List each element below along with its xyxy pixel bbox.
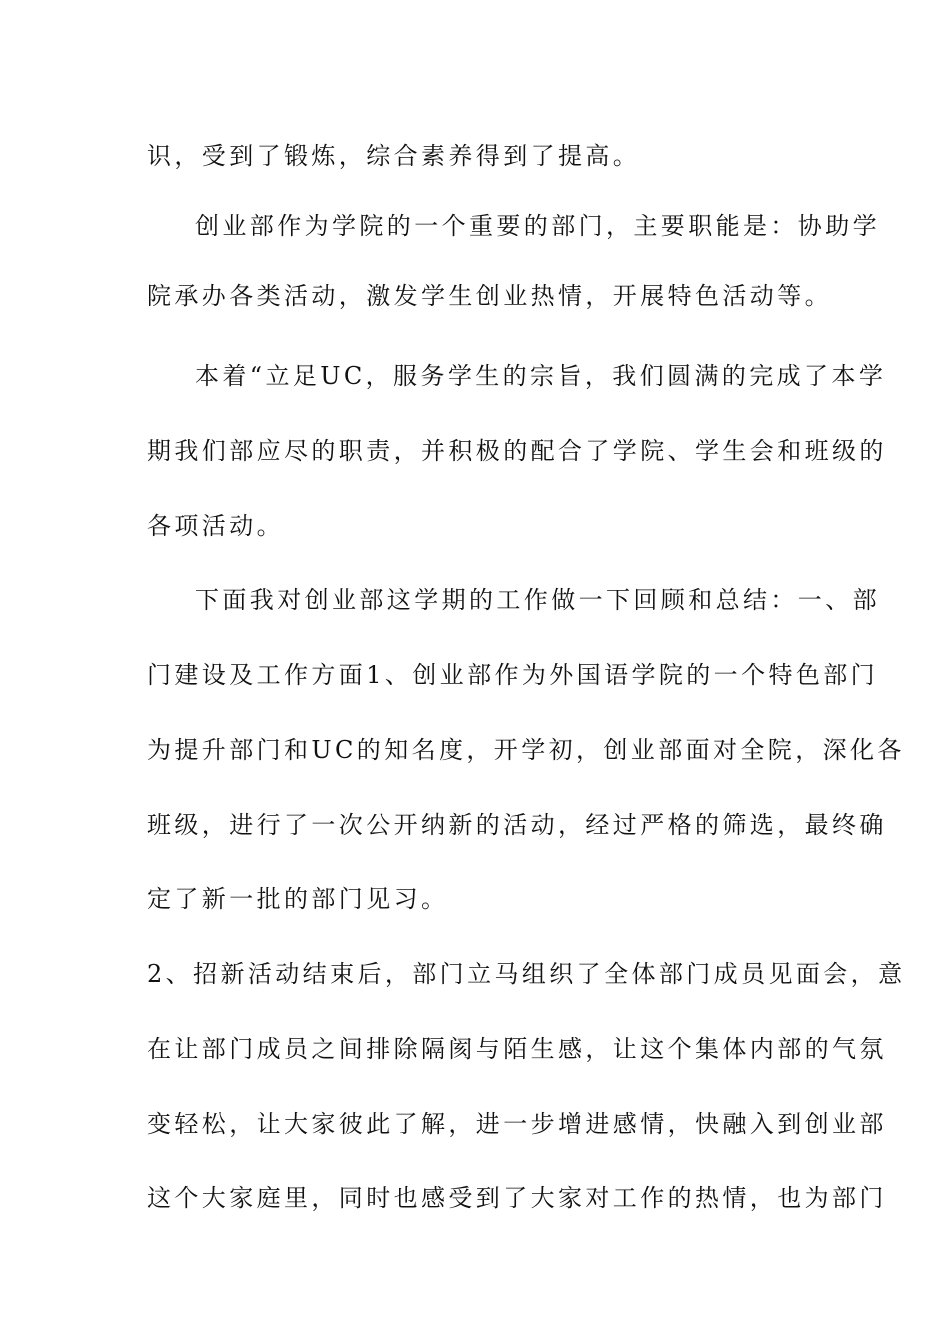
text-line-12: 2、招新活动结束后，部门立马组织了全体部门成员见面会，意 <box>147 960 906 988</box>
text-line-10: 班级，进行了一次公开纳新的活动，经过严格的筛选，最终确 <box>147 811 887 839</box>
text-line-13: 在让部门成员之间排除隔阂与陌生感，让这个集体内部的气氛 <box>147 1035 887 1063</box>
text-line-1: 识，受到了锻炼，综合素养得到了提高。 <box>147 142 641 170</box>
text-line-2: 创业部作为学院的一个重要的部门，主要职能是：协助学 <box>195 212 880 240</box>
text-line-4: 本着“立足UC，服务学生的宗旨，我们圆满的完成了本学 <box>195 362 887 390</box>
text-line-3: 院承办各类活动，激发学生创业热情，开展特色活动等。 <box>147 282 832 310</box>
text-line-5: 期我们部应尽的职责，并积极的配合了学院、学生会和班级的 <box>147 437 887 465</box>
text-line-11: 定了新一批的部门见习。 <box>147 885 449 913</box>
text-line-8: 门建设及工作方面1、创业部作为外国语学院的一个特色部门 <box>147 661 879 689</box>
text-line-7: 下面我对创业部这学期的工作做一下回顾和总结：一、部 <box>195 586 880 614</box>
text-line-14: 变轻松，让大家彼此了解，进一步增进感情，快融入到创业部 <box>147 1110 887 1138</box>
text-line-15: 这个大家庭里，同时也感受到了大家对工作的热情，也为部门 <box>147 1184 887 1212</box>
text-line-9: 为提升部门和UC的知名度，开学初，创业部面对全院，深化各 <box>147 736 905 764</box>
text-line-6: 各项活动。 <box>147 512 284 540</box>
